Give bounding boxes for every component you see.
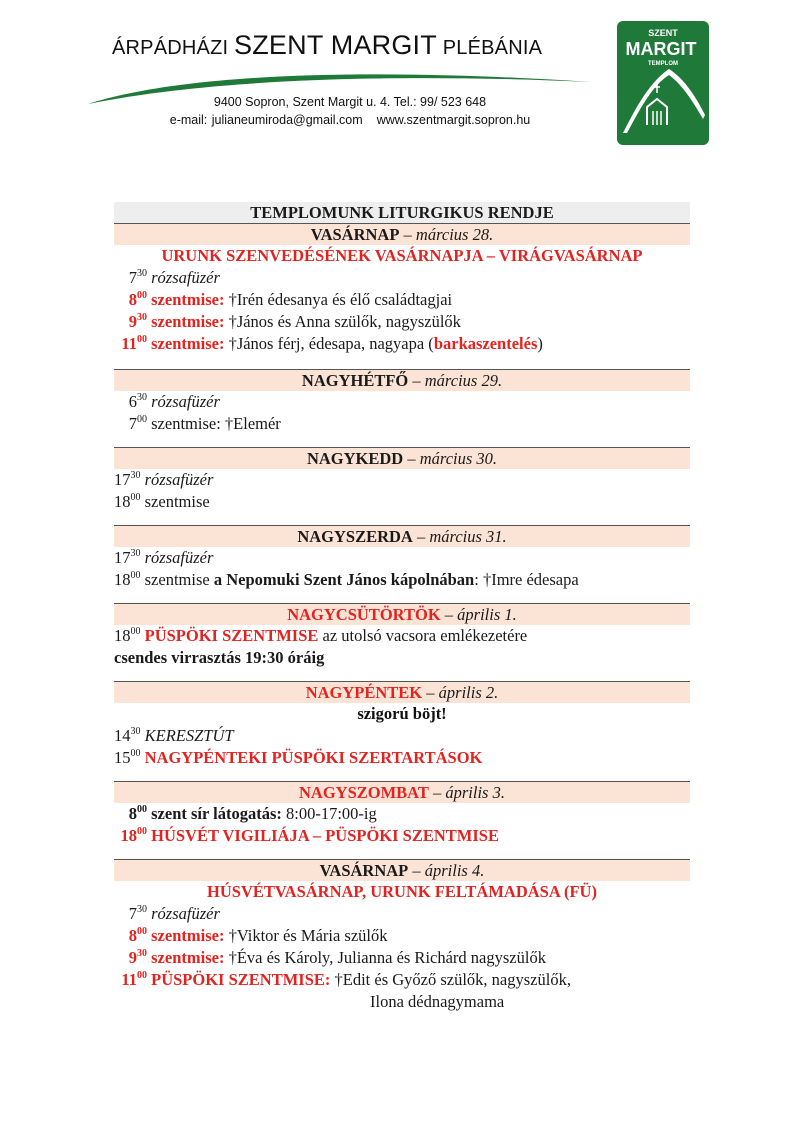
day-header: NAGYSZOMBAT – április 3. [114,781,690,803]
schedule-row: $11^{00}$ PÜSPÖKI SZENTMISE: †Edit és Győző szülők, nagyszülők, [121,970,571,989]
logo-text-2: MARGIT [625,39,697,59]
website-text: www.szentmargit.sopron.hu [376,113,531,127]
day-subtitle: URUNK SZENVEDÉSÉNEK VASÁRNAPJA – VIRÁGVASÁRNAP [161,246,643,265]
day-header: NAGYPÉNTEK – április 2. [114,681,690,703]
day-subtitle: HÚSVÉTVASÁRNAP, URUNK FELTÁMADÁSA (FÜ) [207,882,597,901]
contact-line [90,113,610,127]
schedule-row: $18^{00}$ PÜSPÖKI SZENTMISE az utolsó vacsora emlékezetére [114,626,528,645]
address-line: 9400 Sopron, Szent Margit u. 4. Tel.: 99/ 523 648 [213,95,487,109]
day-header: VASÁRNAP – április 4. [114,859,690,881]
schedule-row: $18^{00}$ szentmise [114,492,210,511]
schedule-row: $14^{30}$ KERESZTÚT [114,726,234,745]
letterhead [0,0,800,160]
schedule-row: $8^{00}$ szent sír látogatás: 8:00-17:00-ig [128,804,377,823]
schedule-row: $18^{00}$ szentmise a Nepomuki Szent János kápolnában: †Imre édesapa [114,570,579,589]
church-logo-icon [617,21,709,145]
schedule-row: $18^{00}$ HÚSVÉT VIGILIÁJA – PÜSPÖKI SZENTMISE [120,826,499,845]
schedule-row: $11^{00}$ szentmise: †János férj, édesapa, nagyapa (barkaszentelés) [121,334,543,353]
schedule-row: $7^{00}$ szentmise: †Elemér [128,414,281,433]
day-header: NAGYKEDD – március 30. [114,447,690,469]
schedule-row: Ilona dédnagymama [370,992,505,1011]
schedule-row: $8^{00}$ szentmise: †Irén édesanya és élő családtagjai [128,290,453,309]
schedule-row: csendes virrasztás 19:30 óráig [114,648,325,667]
schedule-row: $17^{30}$ rózsafüzér [114,470,214,489]
day-header: NAGYCSÜTÖRTÖK – április 1. [114,603,690,625]
schedule-row: $9^{30}$ szentmise: †János és Anna szülők, nagyszülők [128,312,461,331]
schedule-row: $8^{00}$ szentmise: †Viktor és Mária szülők [128,926,388,945]
logo-text-3: TEMPLOM [648,61,678,67]
parish-title: ÁRPÁDHÁZI SZENT MARGIT PLÉBÁNIA [112,30,543,60]
day-header: NAGYSZERDA – március 31. [114,525,690,547]
schedule-row: $9^{30}$ szentmise: †Éva és Károly, Julianna és Richárd nagyszülők [128,948,546,967]
schedule-title: TEMPLOMUNK LITURGIKUS RENDJE [114,202,690,223]
schedule-row: $7^{30}$ rózsafüzér [128,904,220,923]
day-header: NAGYHÉTFŐ – március 29. [114,369,690,391]
email-text: e-mail: julianeumiroda@gmail.com [169,113,363,127]
day-header: VASÁRNAP – március 28. [114,223,690,245]
schedule-row: $6^{30}$ rózsafüzér [128,392,220,411]
schedule-row: $7^{30}$ rózsafüzér [128,268,220,287]
logo-text-1: SZENT [648,28,678,38]
liturgical-schedule [114,202,690,1013]
day-subtitle: szigorú böjt! [357,704,447,723]
schedule-row: $17^{30}$ rózsafüzér [114,548,214,567]
schedule-row: $15^{00}$ NAGYPÉNTEKI PÜSPÖKI SZERTARTÁSOK [114,748,483,767]
